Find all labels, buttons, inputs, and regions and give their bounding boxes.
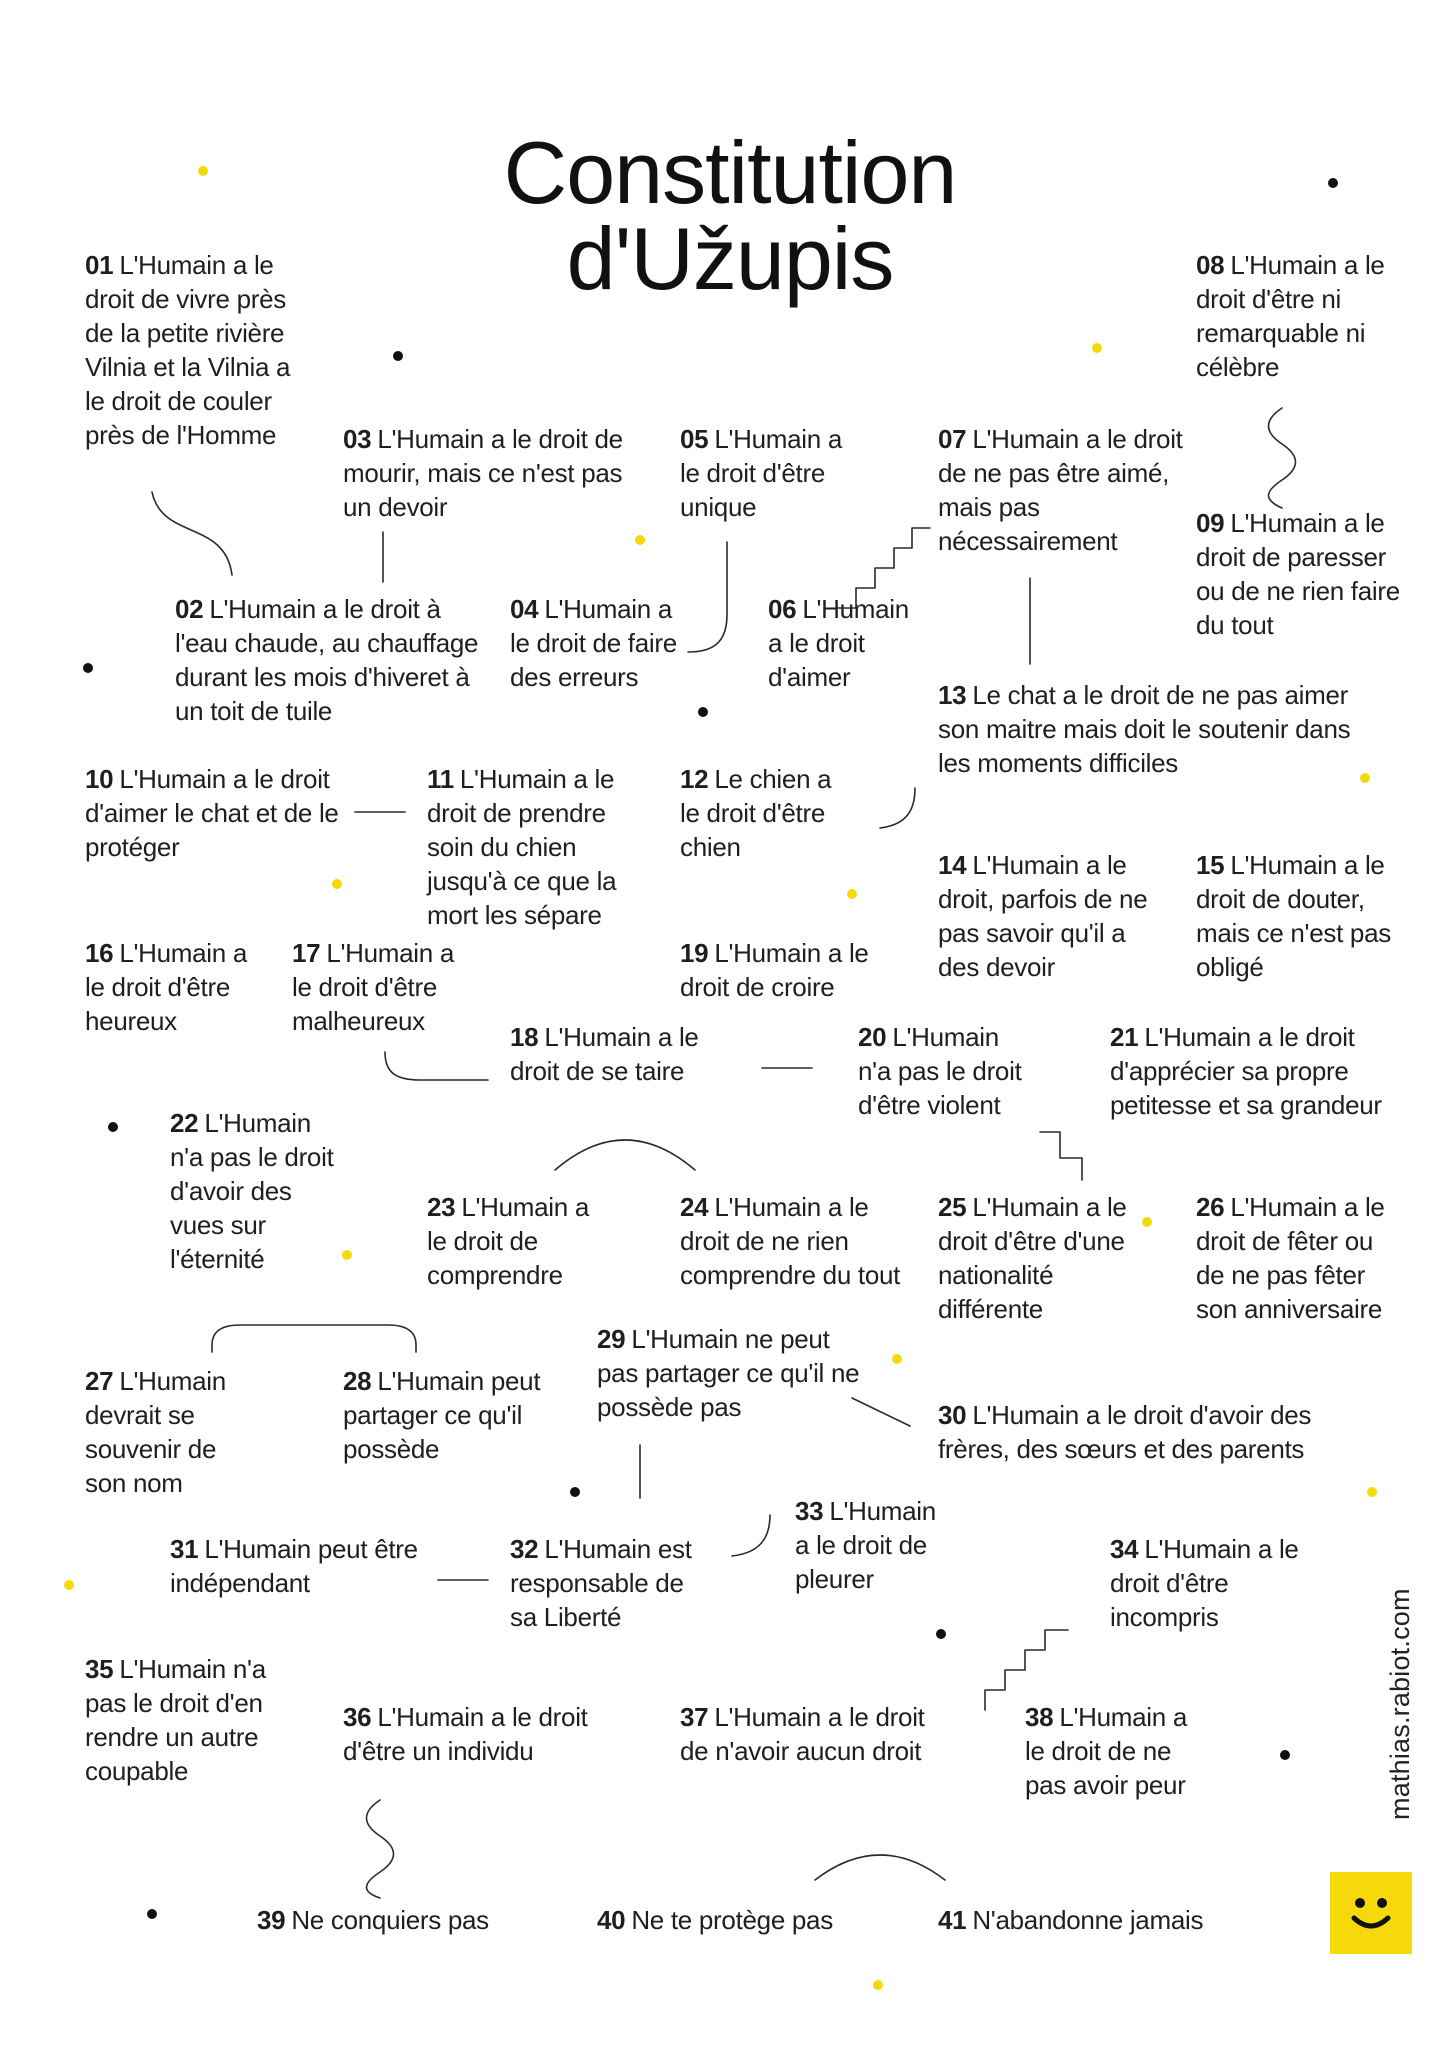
dot-yellow xyxy=(332,879,342,889)
article-text: Ne conquiers pas xyxy=(291,1905,489,1935)
article-text: L'Humain a le droit de n'avoir aucun droit xyxy=(680,1702,925,1766)
article-text: L'Humain devrait se souvenir de son nom xyxy=(85,1366,226,1498)
article-24 xyxy=(680,1190,920,1292)
smiley-face-glyph xyxy=(1330,1872,1412,1954)
article-02 xyxy=(175,592,500,728)
article-number: 31 xyxy=(170,1534,199,1564)
article-18 xyxy=(510,1020,745,1088)
article-text: L'Humain a le droit de paresser ou de ne rien faire du tout xyxy=(1196,508,1400,640)
article-28 xyxy=(343,1364,543,1466)
article-number: 08 xyxy=(1196,250,1225,280)
article-number: 11 xyxy=(427,764,454,794)
article-text: L'Humain a le droit d'aimer xyxy=(768,594,909,692)
credit-url: mathias.rabiot.com xyxy=(1385,1588,1415,1820)
article-number: 39 xyxy=(257,1905,286,1935)
article-12 xyxy=(680,762,840,864)
title-line-1: Constitution xyxy=(503,123,957,222)
dot-yellow xyxy=(1367,1487,1377,1497)
article-number: 30 xyxy=(938,1400,967,1430)
article-text: L'Humain a le droit, parfois de ne pas savoir qu'il a des devoir xyxy=(938,850,1148,982)
connector-bracket xyxy=(212,1325,416,1352)
article-number: 29 xyxy=(597,1324,626,1354)
connector-stairs xyxy=(1040,1132,1082,1180)
dot-black xyxy=(83,663,93,673)
article-01 xyxy=(85,248,310,452)
article-number: 34 xyxy=(1110,1534,1139,1564)
article-number: 38 xyxy=(1025,1702,1054,1732)
article-text: L'Humain a le droit de mourir, mais ce n'est pas un devoir xyxy=(343,424,623,522)
article-34 xyxy=(1110,1532,1300,1634)
article-number: 24 xyxy=(680,1192,709,1222)
article-number: 12 xyxy=(680,764,709,794)
dot-yellow xyxy=(847,889,857,899)
dot-black xyxy=(147,1909,157,1919)
article-number: 18 xyxy=(510,1022,539,1052)
article-31 xyxy=(170,1532,460,1600)
article-text: L'Humain a le droit à l'eau chaude, au chauffage durant les mois d'hiveret à un toit de tuile xyxy=(175,594,479,726)
article-text: L'Humain a le droit de ne pas avoir peur xyxy=(1025,1702,1188,1800)
dot-yellow xyxy=(892,1354,902,1364)
article-text: L'Humain n'a pas le droit d'avoir des vues sur l'éternité xyxy=(170,1108,334,1274)
article-number: 05 xyxy=(680,424,709,454)
article-text: L'Humain a le droit d'apprécier sa propre petitesse et sa grandeur xyxy=(1110,1022,1382,1120)
article-20 xyxy=(858,1020,1033,1122)
article-text: L'Humain a le droit d'être unique xyxy=(680,424,843,522)
article-39 xyxy=(257,1903,557,1937)
article-text: L'Humain est responsable de sa Liberté xyxy=(510,1534,692,1632)
article-text: L'Humain a le droit d'être heureux xyxy=(85,938,248,1036)
article-number: 35 xyxy=(85,1654,114,1684)
article-07 xyxy=(938,422,1183,558)
dot-yellow xyxy=(64,1580,74,1590)
article-text: Le chat a le droit de ne pas aimer son maitre mais doit le soutenir dans les moments difficiles xyxy=(938,680,1351,778)
article-35 xyxy=(85,1652,280,1788)
article-03 xyxy=(343,422,623,524)
article-number: 10 xyxy=(85,764,114,794)
article-40 xyxy=(597,1903,897,1937)
article-10 xyxy=(85,762,345,864)
article-text: L'Humain a le droit d'avoir des frères, des sœurs et des parents xyxy=(938,1400,1312,1464)
article-text: Le chien a le droit d'être chien xyxy=(680,764,832,862)
article-38 xyxy=(1025,1700,1195,1802)
article-number: 25 xyxy=(938,1192,967,1222)
article-33 xyxy=(795,1494,955,1596)
connector-arc xyxy=(555,1140,695,1170)
article-text: Ne te protège pas xyxy=(631,1905,833,1935)
dot-black xyxy=(570,1487,580,1497)
article-11 xyxy=(427,762,647,932)
connector-squiggle xyxy=(367,1800,394,1898)
article-text: L'Humain a le droit d'être d'une nationalité différente xyxy=(938,1192,1127,1324)
article-13 xyxy=(938,678,1358,780)
article-number: 22 xyxy=(170,1108,199,1138)
article-23 xyxy=(427,1190,602,1292)
article-text: L'Humain n'a pas le droit d'en rendre un autre coupable xyxy=(85,1654,266,1786)
article-37 xyxy=(680,1700,940,1768)
connector-squiggle xyxy=(1269,408,1296,508)
article-number: 13 xyxy=(938,680,967,710)
connector-curve xyxy=(152,492,232,575)
article-30 xyxy=(938,1398,1328,1466)
article-41 xyxy=(938,1903,1258,1937)
article-number: 36 xyxy=(343,1702,372,1732)
article-text: L'Humain a le droit d'être malheureux xyxy=(292,938,455,1036)
article-text: L'Humain a le droit de fêter ou de ne pas fêter son anniversaire xyxy=(1196,1192,1385,1324)
article-number: 20 xyxy=(858,1022,887,1052)
article-06 xyxy=(768,592,909,694)
article-17 xyxy=(292,936,467,1038)
dot-yellow xyxy=(1092,343,1102,353)
article-number: 14 xyxy=(938,850,967,880)
article-text: L'Humain peut partager ce qu'il possède xyxy=(343,1366,541,1464)
article-32 xyxy=(510,1532,710,1634)
article-number: 17 xyxy=(292,938,321,968)
article-text: L'Humain ne peut pas partager ce qu'il ne possède pas xyxy=(597,1324,860,1422)
dot-black xyxy=(1280,1750,1290,1760)
dot-yellow xyxy=(1142,1217,1152,1227)
article-text: L'Humain a le droit de se taire xyxy=(510,1022,699,1086)
article-text: L'Humain a le droit de vivre près de la petite rivière Vilnia et la Vilnia a le droit de couler près de l'Homme xyxy=(85,250,291,450)
article-text: L'Humain a le droit de ne rien comprendre du tout xyxy=(680,1192,901,1290)
article-text: N'abandonne jamais xyxy=(972,1905,1204,1935)
article-22 xyxy=(170,1106,345,1276)
article-number: 04 xyxy=(510,594,539,624)
article-number: 15 xyxy=(1196,850,1225,880)
dot-yellow xyxy=(873,1980,883,1990)
article-number: 33 xyxy=(795,1496,824,1526)
article-27 xyxy=(85,1364,245,1500)
dot-black xyxy=(936,1629,946,1639)
article-text: L'Humain a le droit d'être ni remarquable ni célèbre xyxy=(1196,250,1385,382)
article-number: 37 xyxy=(680,1702,709,1732)
connector-hook xyxy=(688,542,727,652)
dot-yellow xyxy=(198,166,208,176)
dot-yellow xyxy=(1360,773,1370,783)
article-text: L'Humain a le droit de prendre soin du chien jusqu'à ce que la mort les sépare xyxy=(427,764,617,930)
dot-black xyxy=(1328,178,1338,188)
article-text: L'Humain peut être indépendant xyxy=(170,1534,418,1598)
article-text: L'Humain a le droit d'aimer le chat et de le protéger xyxy=(85,764,339,862)
dot-yellow xyxy=(635,535,645,545)
article-25 xyxy=(938,1190,1138,1326)
title-line-2: d'Užupis xyxy=(566,209,894,308)
article-36 xyxy=(343,1700,603,1768)
connector-hook xyxy=(385,1052,488,1080)
article-04 xyxy=(510,592,678,694)
connector-hook xyxy=(880,788,915,828)
article-21 xyxy=(1110,1020,1410,1122)
article-number: 03 xyxy=(343,424,372,454)
article-number: 19 xyxy=(680,938,709,968)
connector-stairs xyxy=(985,1630,1068,1710)
article-text: L'Humain a le droit de ne pas être aimé, mais pas nécessairement xyxy=(938,424,1183,556)
article-15 xyxy=(1196,848,1421,984)
article-26 xyxy=(1196,1190,1386,1326)
article-19 xyxy=(680,936,880,1004)
article-number: 41 xyxy=(938,1905,967,1935)
article-number: 16 xyxy=(85,938,114,968)
article-text: L'Humain a le droit de faire des erreurs xyxy=(510,594,677,692)
article-05 xyxy=(680,422,865,524)
article-text: L'Humain n'a pas le droit d'être violent xyxy=(858,1022,1022,1120)
article-number: 21 xyxy=(1110,1022,1139,1052)
article-number: 32 xyxy=(510,1534,539,1564)
article-number: 07 xyxy=(938,424,967,454)
page-title xyxy=(380,123,1080,308)
article-29 xyxy=(597,1322,867,1424)
article-number: 09 xyxy=(1196,508,1225,538)
article-number: 40 xyxy=(597,1905,626,1935)
article-16 xyxy=(85,936,265,1038)
article-text: L'Humain a le droit de pleurer xyxy=(795,1496,936,1594)
article-14 xyxy=(938,848,1153,984)
article-text: L'Humain a le droit de croire xyxy=(680,938,869,1002)
article-text: L'Humain a le droit d'être incompris xyxy=(1110,1534,1299,1632)
connector-arc xyxy=(815,1855,945,1880)
article-08 xyxy=(1196,248,1401,384)
article-number: 26 xyxy=(1196,1192,1225,1222)
article-text: L'Humain a le droit de comprendre xyxy=(427,1192,590,1290)
article-number: 06 xyxy=(768,594,797,624)
article-09 xyxy=(1196,506,1416,642)
smiley-face-icon xyxy=(1330,1872,1412,1954)
article-number: 23 xyxy=(427,1192,456,1222)
dot-black xyxy=(698,707,708,717)
dot-black xyxy=(393,351,403,361)
article-number: 27 xyxy=(85,1366,114,1396)
article-number: 02 xyxy=(175,594,204,624)
connector-hook xyxy=(732,1515,770,1556)
dot-black xyxy=(108,1122,118,1132)
article-number: 01 xyxy=(85,250,114,280)
article-number: 28 xyxy=(343,1366,372,1396)
article-text: L'Humain a le droit de douter, mais ce n'est pas obligé xyxy=(1196,850,1391,982)
article-text: L'Humain a le droit d'être un individu xyxy=(343,1702,588,1766)
